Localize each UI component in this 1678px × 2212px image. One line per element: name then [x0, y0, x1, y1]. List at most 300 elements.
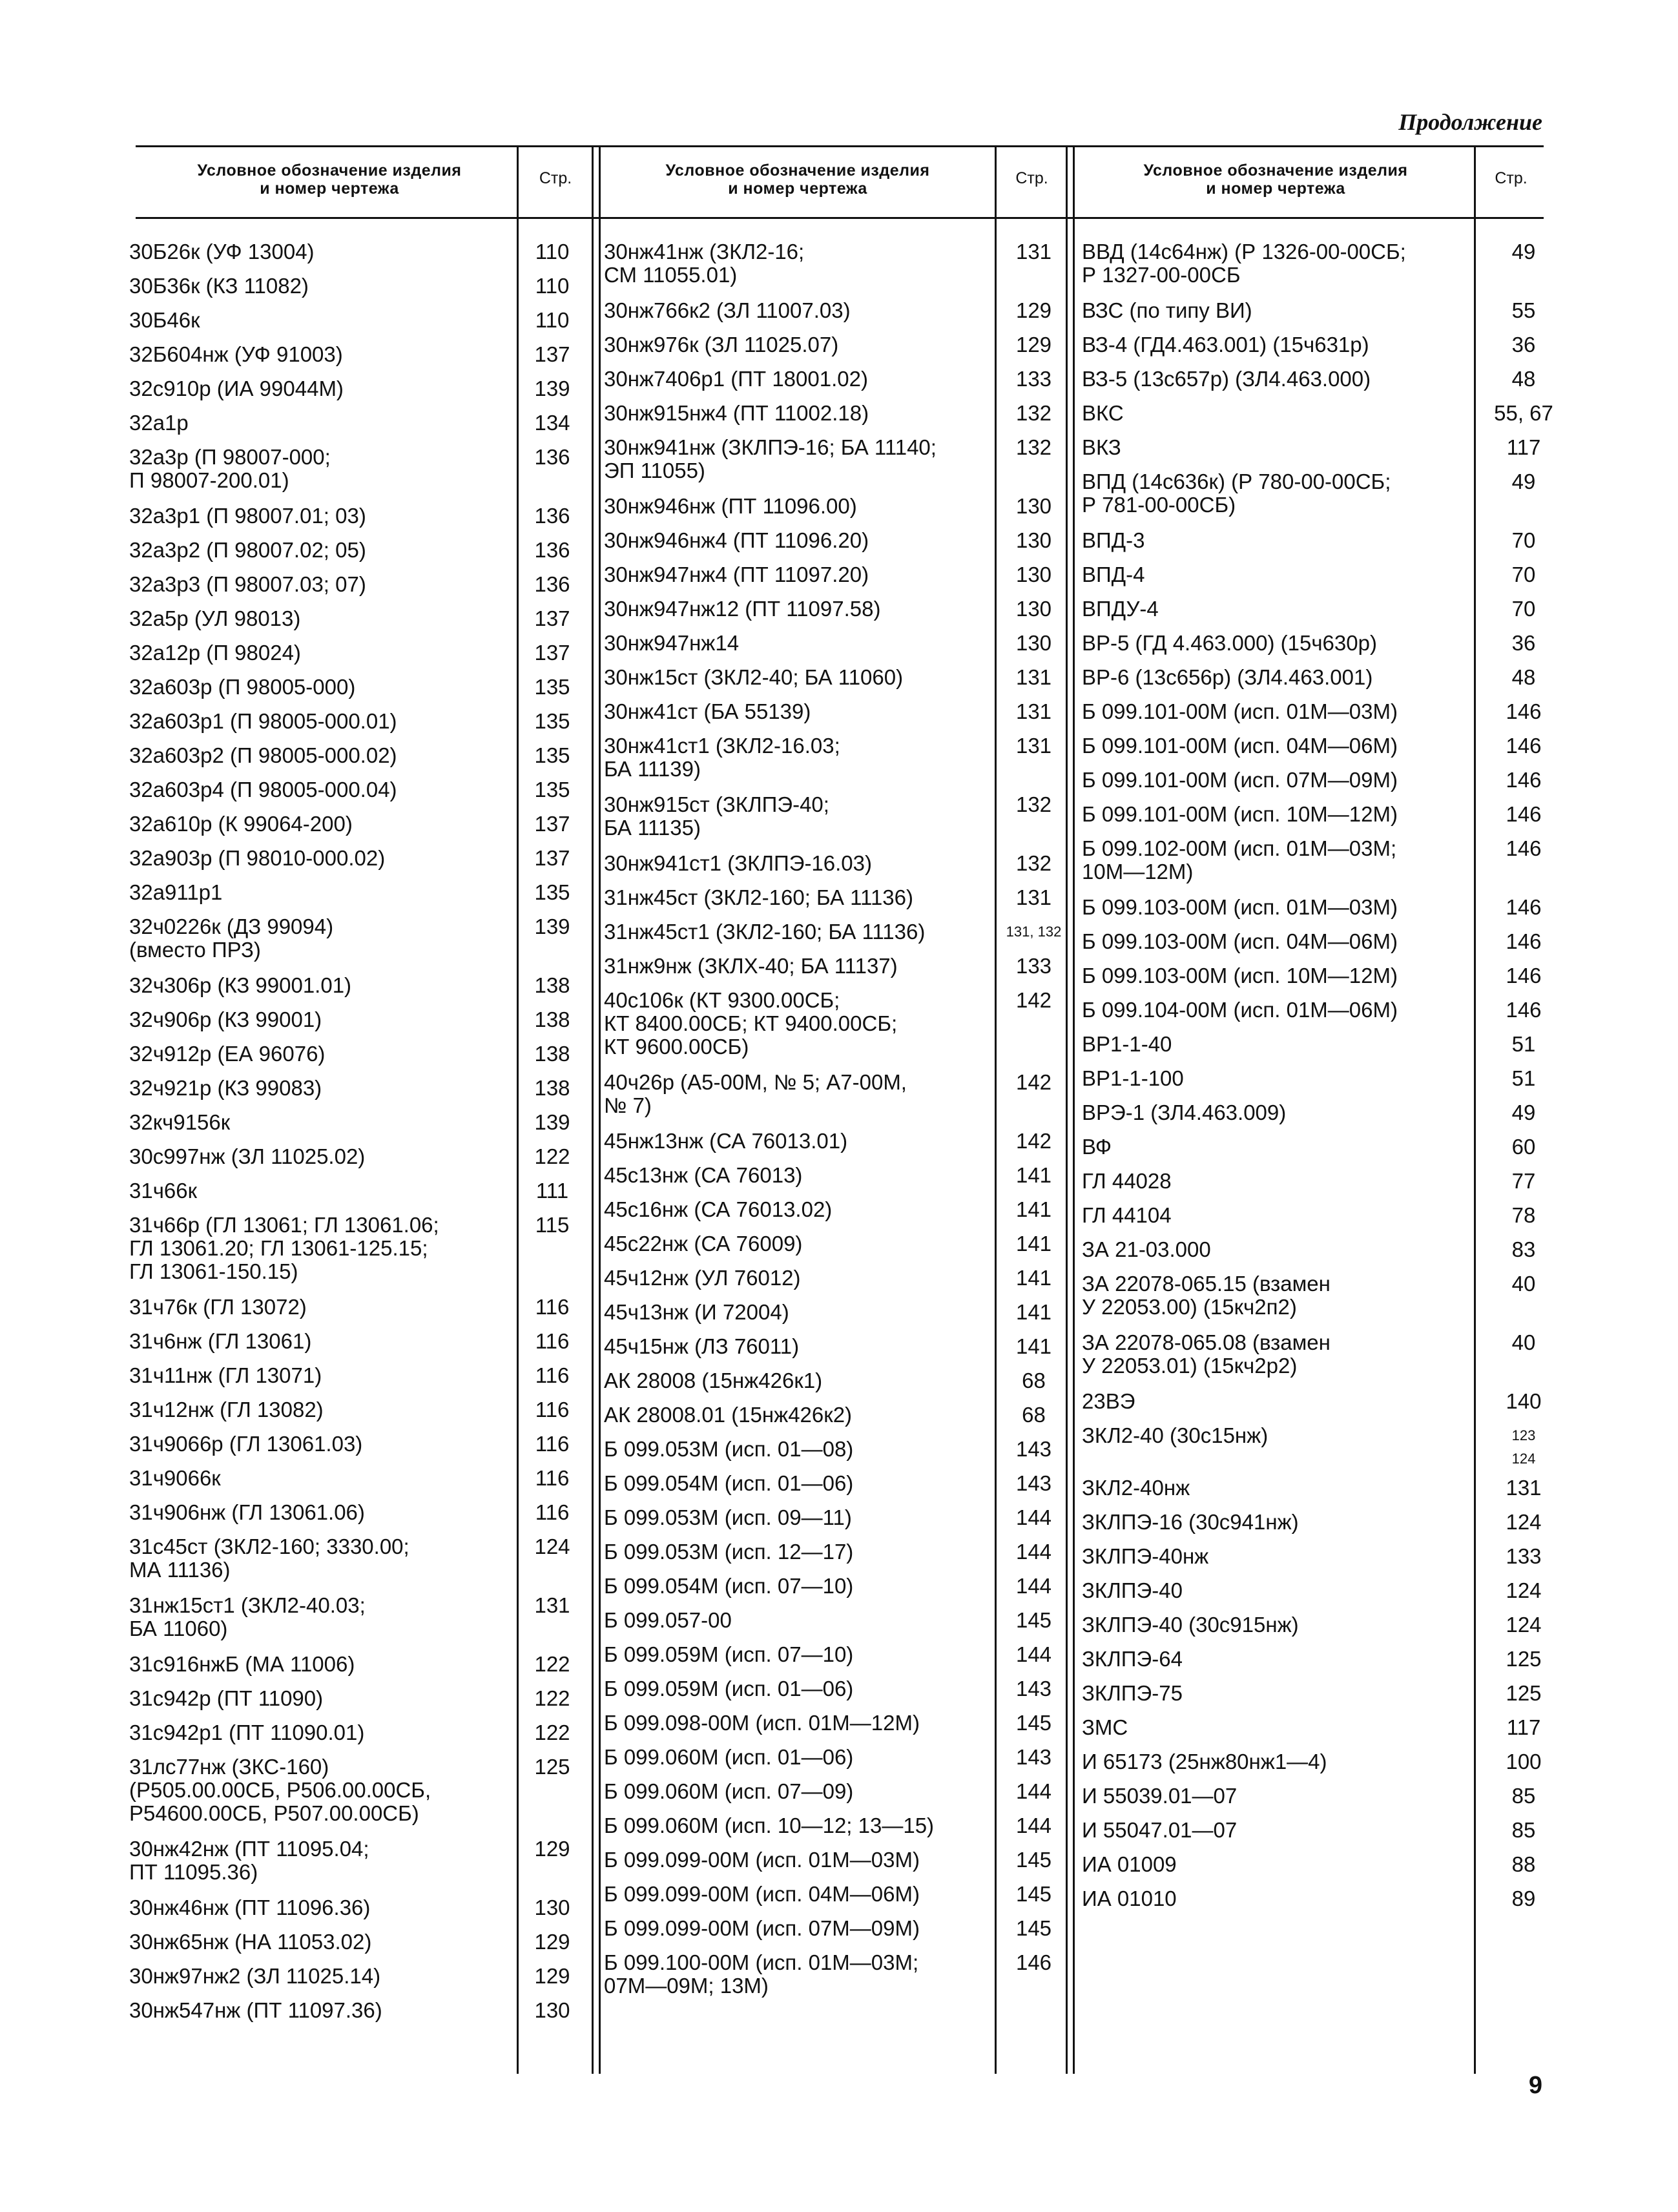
item-designation: 32а603р (П 98005-000): [129, 675, 356, 699]
item-designation: 32а911р1: [129, 880, 223, 904]
table-row: [1082, 402, 1556, 430]
table-row: [604, 1848, 1068, 1877]
item-designation: 31ч9066р (ГЛ 13061.03): [129, 1432, 363, 1456]
table-row: [129, 539, 585, 567]
item-page: 145: [1015, 1848, 1052, 1872]
table-row: [129, 1179, 585, 1208]
item-page: 116: [535, 1295, 570, 1319]
table-row: [129, 504, 585, 533]
item-designation: ИА 01010: [1082, 1886, 1177, 1910]
item-page: 144: [1015, 1779, 1052, 1803]
header-page-col-2: Стр.: [1015, 169, 1048, 187]
item-page: 144: [1015, 1642, 1052, 1666]
item-designation: 31ч906нж (ГЛ 13061.06): [129, 1500, 365, 1524]
table-row: [1082, 240, 1556, 293]
item-page: 130: [1015, 631, 1052, 655]
item-designation: 31ч11нж (ГЛ 13071): [129, 1363, 322, 1387]
item-designation: 32а5р (УЛ 98013): [129, 606, 301, 630]
item-page: 135: [534, 743, 570, 767]
item-designation: АК 28008 (15нж426к1): [604, 1369, 823, 1392]
table-row: [129, 1535, 585, 1588]
table-row: [129, 710, 585, 738]
table-row: [604, 1883, 1068, 1911]
item-designation: 31нж15ст1 (ЗКЛ2-40.03; БА 11060): [129, 1593, 366, 1640]
item-page: 115: [535, 1213, 570, 1237]
item-designation: ЗА 22078-065.08 (взамен У 22053.01) (15кч2р2): [1082, 1330, 1331, 1378]
table-row: [129, 1214, 585, 1290]
item-page: 116: [535, 1363, 570, 1387]
item-designation: 45ч12нж (УЛ 76012): [604, 1266, 801, 1290]
table-row: [1082, 597, 1556, 626]
table-row: [604, 1677, 1068, 1706]
table-row: [604, 955, 1068, 983]
item-page: 116: [535, 1466, 570, 1490]
item-page: 122: [534, 1721, 570, 1744]
item-page: 85: [1511, 1784, 1536, 1808]
item-designation: Б 099.103-00М (исп. 10М—12М): [1082, 964, 1398, 987]
table-row: [1082, 1545, 1556, 1573]
item-designation: ЗКЛПЭ-40нж: [1082, 1544, 1209, 1568]
table-row: [604, 1130, 1068, 1158]
table-row: [604, 495, 1068, 523]
item-page: 135: [534, 675, 570, 699]
item-page: 138: [534, 973, 570, 997]
table-row: [129, 343, 585, 371]
item-designation: 32а3р (П 98007-000; П 98007-200.01): [129, 445, 331, 492]
item-page: 140: [1506, 1389, 1542, 1413]
item-designation: 32ч906р (КЗ 99001): [129, 1008, 322, 1031]
item-designation: 30Б26к (УФ 13004): [129, 240, 315, 264]
item-page: 130: [1015, 528, 1052, 552]
item-page: 146: [1506, 699, 1542, 723]
table-row: [1082, 803, 1556, 831]
item-designation: 30Б46к: [129, 308, 200, 332]
item-designation: ГЛ 44028: [1082, 1169, 1172, 1193]
item-page: 135: [534, 880, 570, 904]
header-bottom-rule: [136, 217, 1544, 219]
table-row: [1082, 1101, 1556, 1130]
item-page: 129: [534, 1837, 570, 1861]
item-page: 125: [534, 1755, 570, 1779]
item-designation: 31ч9066к: [129, 1466, 221, 1490]
item-page: 68: [1022, 1369, 1046, 1392]
item-designation: 31нж45ст (ЗКЛ2-160; БА 11136): [604, 885, 913, 909]
item-designation: ЗКЛПЭ-64: [1082, 1647, 1183, 1671]
item-page: 123 124: [1511, 1427, 1536, 1467]
item-designation: Б 099.099-00М (исп. 01М—03М): [604, 1848, 920, 1872]
item-designation: 32а12р (П 98024): [129, 641, 301, 665]
item-designation: 32а603р4 (П 98005-000.04): [129, 778, 397, 801]
item-designation: 31с942р (ПТ 11090): [129, 1686, 324, 1710]
item-designation: Б 099.100-00М (исп. 01М—03М; 07М—09М; 13М): [604, 1950, 919, 1998]
item-designation: 31нж45ст1 (ЗКЛ2-160; БА 11136): [604, 920, 926, 944]
table-row: [1082, 1887, 1556, 1916]
table-row: [604, 1711, 1068, 1740]
item-page: 130: [1015, 494, 1052, 518]
item-page: 131: [1015, 665, 1052, 689]
table-row: [604, 299, 1068, 327]
item-designation: ИА 01009: [1082, 1852, 1177, 1876]
item-designation: ВР-6 (13с656р) (ЗЛ4.463.001): [1082, 665, 1373, 689]
item-page: 122: [534, 1144, 570, 1168]
table-row: [604, 1071, 1068, 1124]
table-row: [1082, 1204, 1556, 1232]
header-name-col-1: Условное обозначение изделия и номер чертежа: [197, 161, 462, 198]
item-designation: Б 099.053М (исп. 09—11): [604, 1505, 852, 1529]
item-page: 131: [534, 1593, 570, 1617]
item-designation: 32с910р (ИА 99044М): [129, 377, 344, 400]
table-row: [604, 886, 1068, 915]
table-row: [604, 1335, 1068, 1363]
item-page: 70: [1511, 563, 1536, 586]
item-page: 122: [534, 1686, 570, 1710]
table-row: [1082, 964, 1556, 993]
item-designation: 31лс77нж (ЗКС-160) (Р505.00.00СБ, Р506.00.00СБ, Р54600.00СБ, Р507.00.00СБ): [129, 1755, 431, 1825]
table-row: [604, 1746, 1068, 1774]
item-page: 143: [1015, 1745, 1052, 1769]
item-designation: 40с106к (КТ 9300.00СБ; КТ 8400.00СБ; КТ 9400.00СБ; КТ 9600.00СБ): [604, 988, 898, 1059]
table-row: [129, 1111, 585, 1139]
table-row: [1082, 1424, 1556, 1471]
item-page: 130: [534, 1896, 570, 1919]
item-page: 116: [535, 1500, 570, 1524]
table-row: [129, 1896, 585, 1925]
table-row: [1082, 1476, 1556, 1505]
page-number: 9: [1528, 2072, 1542, 2099]
table-row: [129, 1145, 585, 1173]
item-page: 135: [534, 709, 570, 733]
table-row: [129, 1999, 585, 2027]
table-row: [1082, 896, 1556, 924]
item-designation: Б 099.103-00М (исп. 01М—03М): [1082, 895, 1398, 919]
table-row: [604, 333, 1068, 362]
table-row: [1082, 1238, 1556, 1266]
table-row: [1082, 529, 1556, 557]
item-page: 70: [1511, 597, 1536, 621]
table-row: [129, 881, 585, 909]
item-designation: 30нж941ст1 (ЗКЛПЭ-16.03): [604, 851, 872, 875]
item-designation: Б 099.103-00М (исп. 04М—06М): [1082, 929, 1398, 953]
table-row: [1082, 436, 1556, 464]
table-row: [129, 1653, 585, 1681]
table-row: [129, 778, 585, 807]
table-row: [1082, 734, 1556, 763]
item-page: 132: [1015, 435, 1052, 459]
item-designation: 32а3р3 (П 98007.03; 07): [129, 572, 366, 596]
table-row: [129, 641, 585, 670]
table-row: [129, 1077, 585, 1105]
item-designation: АК 28008.01 (15нж426к2): [604, 1403, 853, 1427]
item-designation: Б 099.101-00М (исп. 07М—09М): [1082, 768, 1398, 792]
item-page: 40: [1511, 1330, 1536, 1354]
item-designation: ВПД-4: [1082, 563, 1145, 586]
item-page: 89: [1511, 1886, 1536, 1910]
item-designation: 30нж915ст (ЗКЛПЭ-40; БА 11135): [604, 792, 829, 840]
item-page: 125: [1506, 1681, 1542, 1705]
table-row: [129, 1296, 585, 1324]
item-designation: Б 099.101-00М (исп. 10М—12М): [1082, 802, 1398, 826]
table-row: [1082, 1682, 1556, 1710]
table-row: [604, 436, 1068, 489]
item-page: 129: [534, 1964, 570, 1988]
item-page: 139: [534, 915, 570, 938]
item-designation: ГЛ 44104: [1082, 1203, 1172, 1227]
header-name-col-2: Условное обозначение изделия и номер чертежа: [665, 161, 930, 198]
table-row: [604, 1780, 1068, 1808]
item-designation: 32а1р: [129, 411, 189, 435]
table-row: [1082, 1272, 1556, 1325]
item-designation: 30нж15ст (ЗКЛ2-40; БА 11060): [604, 665, 904, 689]
item-page: 130: [1015, 597, 1052, 621]
item-page: 78: [1511, 1203, 1536, 1227]
table-row: [604, 597, 1068, 626]
table-row: [604, 1609, 1068, 1637]
item-designation: ЗКЛ2-40нж: [1082, 1476, 1190, 1500]
item-designation: ЗА 21-03.000: [1082, 1237, 1211, 1261]
table-row: [129, 573, 585, 601]
item-designation: 32а3р1 (П 98007.01; 03): [129, 504, 366, 528]
table-row: [604, 240, 1068, 293]
item-designation: Б 099.054М (исп. 01—06): [604, 1471, 854, 1495]
item-designation: 30с997нж (ЗЛ 11025.02): [129, 1144, 366, 1168]
item-page: 131, 132: [1006, 924, 1062, 940]
item-page: 141: [1015, 1266, 1052, 1290]
item-page: 136: [534, 538, 570, 562]
item-page: 124: [534, 1535, 570, 1558]
item-designation: ВРЭ-1 (ЗЛ4.463.009): [1082, 1101, 1287, 1124]
item-designation: Б 099.101-00М (исп. 04М—06М): [1082, 734, 1398, 758]
table-row: [129, 1965, 585, 1993]
item-page: 55, 67: [1494, 401, 1553, 425]
item-designation: Б 099.099-00М (исп. 07М—09М): [604, 1916, 920, 1940]
table-row: [604, 1575, 1068, 1603]
item-page: 142: [1015, 1129, 1052, 1153]
item-page: 111: [535, 1179, 569, 1203]
item-designation: ЗМС: [1082, 1715, 1128, 1739]
item-designation: 30нж41ст (БА 55139): [604, 699, 811, 723]
table-row: [604, 793, 1068, 846]
item-designation: ВР1-1-40: [1082, 1032, 1172, 1056]
table-row: [129, 1467, 585, 1495]
item-page: 143: [1015, 1437, 1052, 1461]
table-row: [1082, 1331, 1556, 1384]
item-page: 146: [1506, 768, 1542, 792]
item-designation: 31ч6нж (ГЛ 13061): [129, 1329, 312, 1353]
item-page: 138: [534, 1008, 570, 1031]
index-column-1: [129, 240, 585, 2033]
table-row: [1082, 666, 1556, 694]
item-designation: 31ч12нж (ГЛ 13082): [129, 1398, 324, 1421]
table-row: [604, 852, 1068, 880]
table-row: [604, 529, 1068, 557]
item-designation: ЗА 22078-065.15 (взамен У 22053.00) (15кч2п2): [1082, 1272, 1331, 1319]
item-designation: 31ч66р (ГЛ 13061; ГЛ 13061.06; ГЛ 13061.20; ГЛ 13061-125.15; ГЛ 13061-150.15): [129, 1213, 439, 1283]
item-designation: ЗКЛ2-40 (30с15нж): [1082, 1423, 1269, 1447]
item-page: 144: [1015, 1540, 1052, 1564]
item-designation: 32а610р (К 99064-200): [129, 812, 353, 836]
item-designation: 30нж97нж2 (ЗЛ 11025.14): [129, 1964, 381, 1988]
table-row: [129, 446, 585, 499]
item-page: 145: [1015, 1916, 1052, 1940]
table-row: [1082, 1613, 1556, 1642]
table-row: [129, 1501, 585, 1529]
item-page: 138: [534, 1042, 570, 1066]
item-page: 133: [1015, 367, 1052, 391]
item-page: 132: [1015, 851, 1052, 875]
item-designation: ВПД (14с636к) (Р 780-00-00СБ; Р 781-00-00СБ): [1082, 470, 1391, 517]
item-page: 51: [1511, 1066, 1536, 1090]
item-page: 49: [1511, 470, 1536, 493]
table-row: [129, 1930, 585, 1959]
item-designation: 32а603р1 (П 98005-000.01): [129, 709, 397, 733]
item-designation: Б 099.102-00М (исп. 01М—03М; 10М—12М): [1082, 836, 1397, 884]
item-designation: 31ч76к (ГЛ 13072): [129, 1295, 307, 1319]
table-row: [1082, 1853, 1556, 1881]
table-row: [604, 1403, 1068, 1432]
item-designation: 45ч13нж (И 72004): [604, 1300, 789, 1324]
table-row: [604, 367, 1068, 396]
item-page: 122: [534, 1652, 570, 1676]
item-page: 110: [535, 308, 570, 332]
index-column-3: [1082, 240, 1556, 1921]
item-designation: ЗКЛПЭ-75: [1082, 1681, 1183, 1705]
item-designation: 45с13нж (СА 76013): [604, 1163, 803, 1187]
table-row: [129, 1721, 585, 1750]
table-row: [604, 1643, 1068, 1671]
table-row: [1082, 1819, 1556, 1847]
item-page: 139: [534, 377, 570, 400]
item-page: 143: [1015, 1677, 1052, 1700]
item-designation: ВПДУ-4: [1082, 597, 1159, 621]
item-page: 144: [1015, 1505, 1052, 1529]
item-designation: 32кч9156к: [129, 1110, 231, 1134]
table-row: [129, 676, 585, 704]
table-row: [1082, 1135, 1556, 1164]
item-designation: Б 099.057-00: [604, 1608, 732, 1632]
item-designation: 32а903р (П 98010-000.02): [129, 846, 386, 870]
item-designation: ЗКЛПЭ-16 (30с941нж): [1082, 1510, 1299, 1534]
item-page: 145: [1015, 1882, 1052, 1906]
item-page: 141: [1015, 1300, 1052, 1324]
item-designation: ВР-5 (ГД 4.463.000) (15ч630р): [1082, 631, 1377, 655]
item-designation: ВЗС (по типу ВИ): [1082, 298, 1252, 322]
table-row: [129, 744, 585, 772]
table-row: [1082, 1067, 1556, 1095]
table-row: [129, 1687, 585, 1715]
table-row: [1082, 700, 1556, 729]
item-designation: 30нж947нж12 (ПТ 11097.58): [604, 597, 881, 621]
continuation-label: Продолжение: [1398, 109, 1542, 135]
table-row: [129, 1432, 585, 1461]
table-row: [1082, 632, 1556, 660]
item-designation: 32ч0226к (ДЗ 99094) (вместо ПРЗ): [129, 915, 334, 962]
table-row: [604, 1232, 1068, 1261]
table-row: [1082, 930, 1556, 958]
item-designation: 30нж947нж14: [604, 631, 740, 655]
header-page-col-1: Стр.: [539, 169, 572, 187]
item-page: 137: [534, 342, 570, 366]
item-designation: Б 099.098-00М (исп. 01М—12М): [604, 1711, 920, 1735]
item-page: 83: [1511, 1237, 1536, 1261]
item-page: 130: [534, 1998, 570, 2022]
item-page: 77: [1511, 1169, 1536, 1193]
item-page: 137: [534, 606, 570, 630]
item-page: 131: [1506, 1476, 1542, 1500]
item-designation: 30нж946нж4 (ПТ 11096.20): [604, 528, 869, 552]
item-page: 40: [1511, 1272, 1536, 1296]
table-row: [129, 1755, 585, 1832]
table-row: [129, 847, 585, 875]
item-page: 134: [534, 411, 570, 435]
item-page: 124: [1506, 1613, 1542, 1637]
table-row: [129, 309, 585, 337]
table-row: [1082, 563, 1556, 592]
table-row: [1082, 1033, 1556, 1061]
item-page: 141: [1015, 1197, 1052, 1221]
item-page: 131: [1015, 699, 1052, 723]
item-page: 131: [1015, 885, 1052, 909]
header-page-col-3: Стр.: [1495, 169, 1528, 187]
item-page: 110: [535, 240, 570, 264]
item-page: 100: [1506, 1750, 1542, 1773]
item-page: 146: [1506, 929, 1542, 953]
item-page: 146: [1506, 734, 1542, 758]
table-row: [129, 274, 585, 303]
item-designation: 31ч66к: [129, 1179, 198, 1203]
item-designation: 31с916нжБ (МА 11006): [129, 1652, 355, 1676]
table-row: [129, 377, 585, 406]
table-row: [129, 1330, 585, 1358]
item-designation: Б 099.104-00М (исп. 01М—06М): [1082, 998, 1398, 1022]
item-designation: 30нж65нж (НА 11053.02): [129, 1930, 372, 1954]
item-page: 124: [1506, 1578, 1542, 1602]
item-designation: 30нж766к2 (ЗЛ 11007.03): [604, 298, 851, 322]
column-double-divider: [592, 146, 601, 2074]
item-designation: И 55039.01—07: [1082, 1784, 1238, 1808]
item-designation: ЗКЛПЭ-40 (30с915нж): [1082, 1613, 1299, 1637]
item-designation: 32Б604нж (УФ 91003): [129, 342, 343, 366]
item-designation: Б 099.053М (исп. 12—17): [604, 1540, 854, 1564]
item-designation: ВФ: [1082, 1135, 1112, 1159]
item-designation: 31нж9нж (ЗКЛХ-40; БА 11137): [604, 954, 898, 978]
item-page: 68: [1022, 1403, 1046, 1427]
table-row: [129, 411, 585, 440]
table-row: [129, 1398, 585, 1427]
item-page: 124: [1506, 1510, 1542, 1534]
table-row: [129, 1008, 585, 1037]
item-designation: Б 099.059М (исп. 01—06): [604, 1677, 854, 1700]
item-page: 110: [535, 274, 570, 298]
table-row: [604, 1266, 1068, 1295]
item-designation: 30нж947нж4 (ПТ 11097.20): [604, 563, 869, 586]
item-designation: 30нж915нж4 (ПТ 11002.18): [604, 401, 869, 425]
item-page: 49: [1511, 240, 1536, 264]
item-designation: 32а3р2 (П 98007.02; 05): [129, 538, 366, 562]
table-row: [604, 1917, 1068, 1945]
item-page: 136: [534, 504, 570, 528]
item-designation: ВКС: [1082, 401, 1124, 425]
table-top-rule: [136, 145, 1544, 147]
item-page: 117: [1506, 1715, 1541, 1739]
table-row: [604, 666, 1068, 694]
item-designation: 23ВЭ: [1082, 1389, 1135, 1413]
table-row: [604, 1540, 1068, 1569]
item-designation: ВР1-1-100: [1082, 1066, 1184, 1090]
item-page: 125: [1506, 1647, 1542, 1671]
item-designation: Б 099.060М (исп. 10—12; 13—15): [604, 1814, 935, 1837]
table-row: [604, 563, 1068, 592]
item-designation: 32ч912р (ЕА 96076): [129, 1042, 326, 1066]
